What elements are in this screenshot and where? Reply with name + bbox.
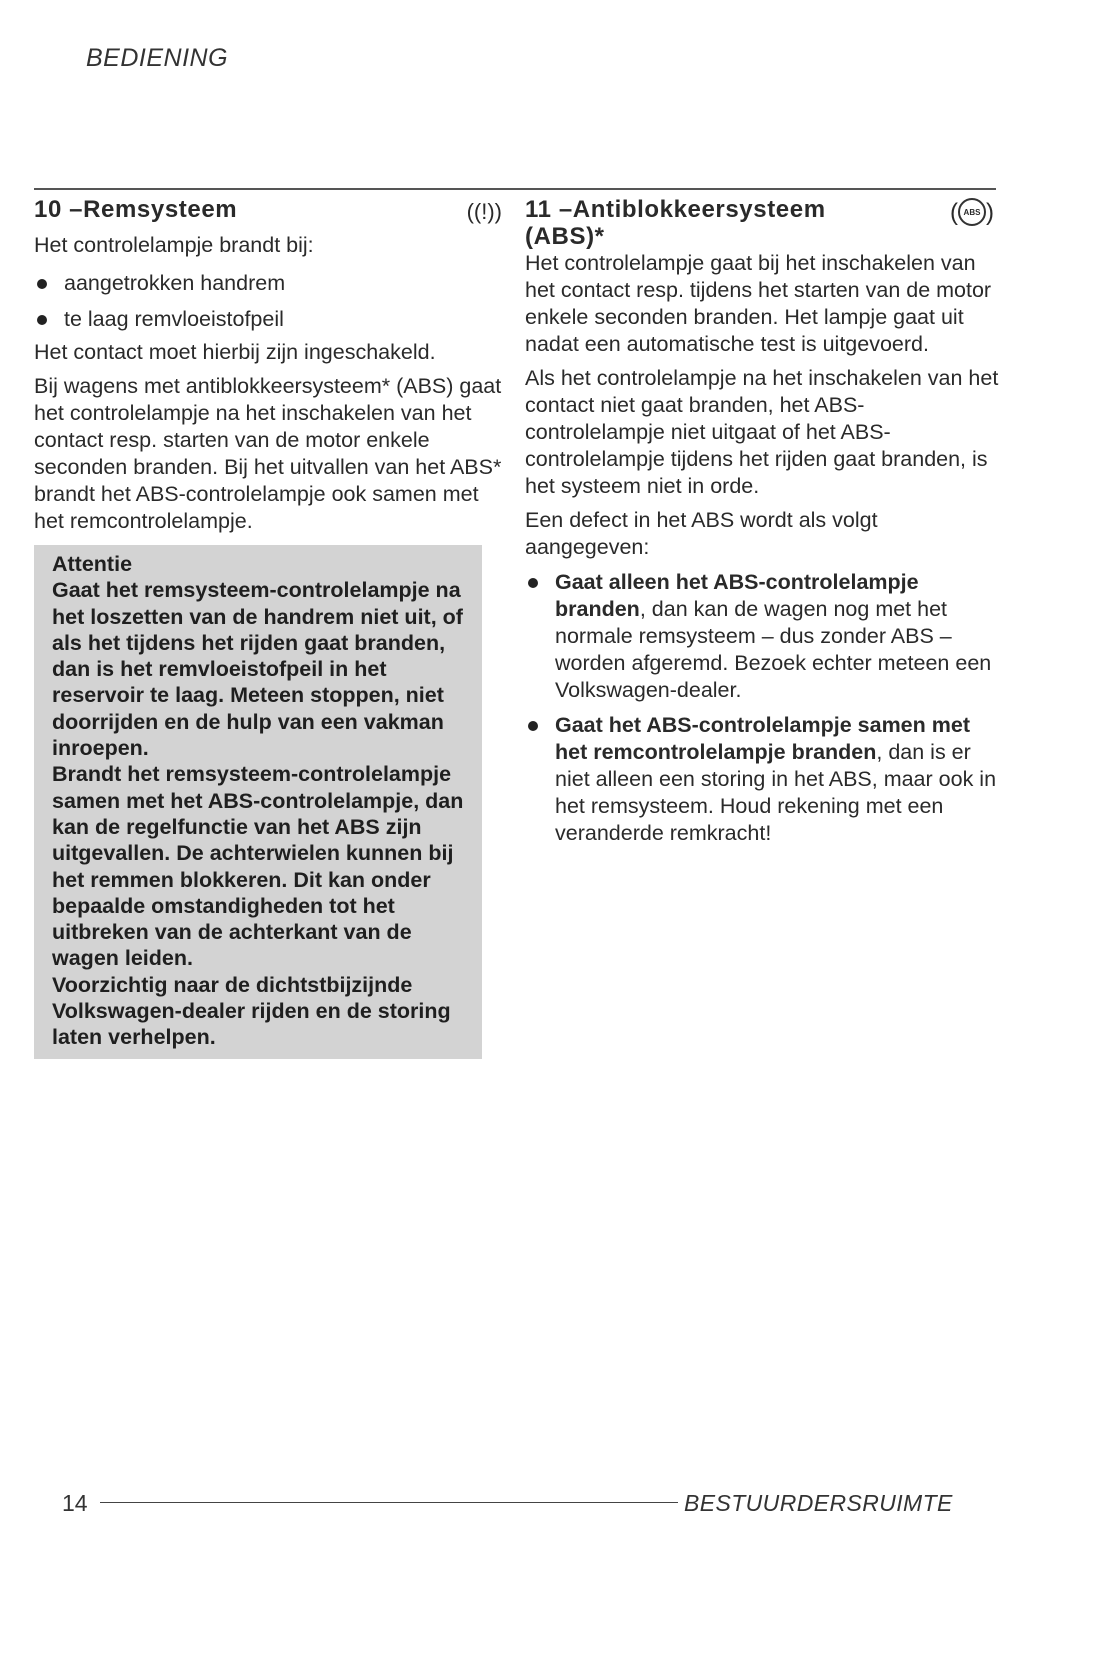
heading-text: 10 –Remsysteem bbox=[34, 196, 238, 223]
header-divider bbox=[34, 188, 996, 190]
attention-box bbox=[34, 545, 482, 1059]
footer-divider bbox=[100, 1502, 678, 1503]
abs-fault-item: Gaat alleen het ABS-controlelampje branden, dan kan de wagen nog met het normale remsysteem – dus zonder ABS – worden afgeremd. Bezoek echter meteen een Volkswagen-dealer. bbox=[525, 569, 1000, 704]
attention-paragraph: Brandt het remsysteem-controlelampje samen met het ABS-controlelampje, dan kan de regelfunctie van het ABS zijn uitgevallen. De achterwielen kunnen bij het remmen blokkeren. Dit kan onder bepaalde omstandigheden tot het uitbreken van de achterkant van de wagen leiden. bbox=[52, 762, 464, 971]
contact-note: Het contact moet hierbij zijn ingeschakeld. bbox=[34, 340, 436, 364]
page-number: 14 bbox=[62, 1490, 88, 1516]
left-column bbox=[34, 196, 504, 1059]
abs-paragraph: Een defect in het ABS wordt als volgt aangegeven: bbox=[525, 508, 878, 559]
abs-warning-icon: ( ABS ) bbox=[950, 198, 994, 226]
intro-text: Het controlelampje brandt bij: bbox=[34, 233, 314, 257]
footer-section-title: BESTUURDERSRUIMTE bbox=[684, 1490, 953, 1516]
heading-text: 11 –Antiblokkeersysteem (ABS)* bbox=[525, 196, 826, 250]
attention-paragraph: Gaat het remsysteem-controlelampje na het loszetten van de handrem niet uit, of als het tijdens het rijden gaat branden, dan is het remvloeistofpeil in het reservoir te laag. Meteen stoppen, niet doorrijden en de hulp van een vakman inroepen. bbox=[52, 578, 463, 761]
attention-paragraph: Voorzichtig naar de dichtstbijzijnde Volkswagen-dealer rijden en de storing laten verhelpen. bbox=[52, 972, 451, 1050]
page-header-title: BEDIENING bbox=[86, 44, 229, 72]
list-item: te laag remvloeistofpeil bbox=[34, 301, 504, 337]
attention-title: Attentie bbox=[52, 552, 133, 576]
abs-note: Bij wagens met antiblokkeersysteem* (ABS) gaat het controlelampje na het inschakelen van het contact resp. starten van de motor enkele seconden branden. Bij het uitvallen van het ABS* brandt het ABS-controlelampje ook samen met het remcontrolelampje. bbox=[34, 374, 502, 533]
abs-fault-item: Gaat het ABS-controlelampje samen met het remcontrolelampje branden, dan is er niet alleen een storing in het ABS, maar ook in het remsysteem. Houd rekening met een veranderde remkracht! bbox=[525, 712, 1000, 847]
list-item: aangetrokken handrem bbox=[34, 265, 504, 301]
condition-list bbox=[34, 265, 504, 337]
brake-warning-icon: ((!)) bbox=[466, 199, 502, 224]
abs-paragraph: Als het controlelampje na het inschakelen van het contact niet gaat branden, het ABS-controlelampje niet uitgaat of het ABS-controlelampje tijdens het rijden gaat branden, is het systeem niet in orde. bbox=[525, 366, 999, 498]
section-heading-abs bbox=[525, 196, 1000, 250]
right-column bbox=[525, 196, 1000, 847]
abs-paragraph: Het controlelampje gaat bij het inschakelen van het contact resp. tijdens het starten van de motor enkele seconden branden. Het lampje gaat uit nadat een automatische test is uitgevoerd. bbox=[525, 251, 992, 356]
section-heading-remsysteem bbox=[34, 196, 504, 225]
